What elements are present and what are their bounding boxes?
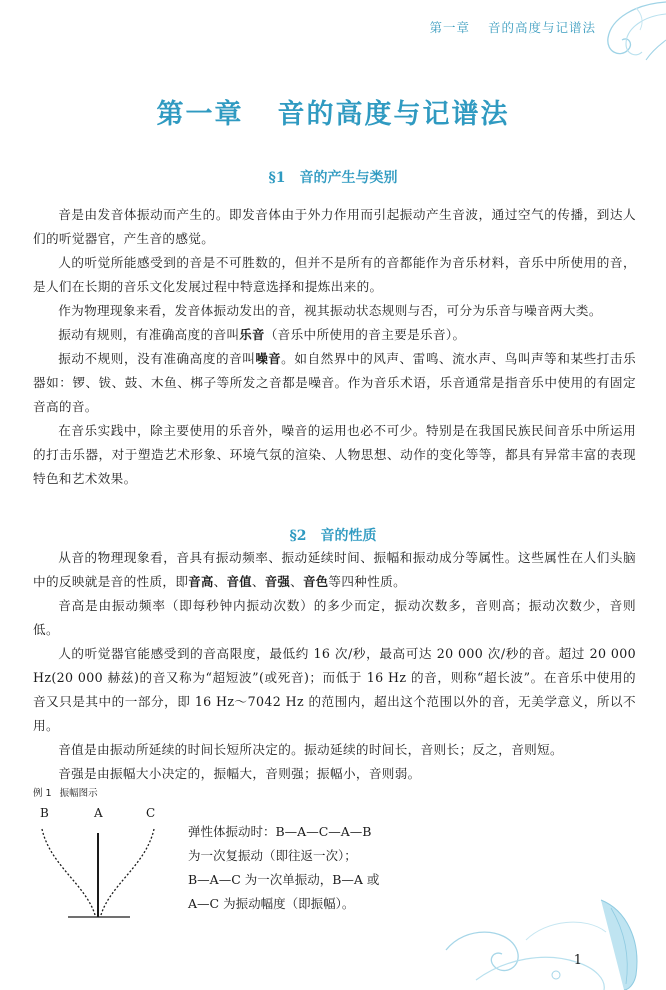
diagram-text-line: 弹性体振动时：B—A—C—A—B [188,824,372,839]
chapter-number: 第一章 [156,99,244,130]
section-2-title: 音的性质 [320,528,377,544]
diagram-label-a: A [94,806,103,820]
diagram-text-line: B—A—C 为一次单振动，B—A 或 [188,872,380,887]
paragraph: 振动有规则，有准确高度的音叫乐音（音乐中所使用的音主要是乐音）。 [58,327,466,342]
paragraph: 音值是由振动所延续的时间长短所决定的。振动延续的时间长，音则长；反之，音则短。 [58,742,563,757]
diagram-text-line: 为一次复振动（即往返一次）； [188,848,357,863]
term-timbre: 音色 [303,575,329,589]
corner-swirl-bottom-decoration [436,880,666,990]
running-header-chapter-name: 音的高度与记谱法 [487,20,596,35]
paragraph: 音是由发音体振动而产生的。即发音体由于外力作用而引起振动产生音波，通过空气的传播，到达人们的听觉器官，产生音的感觉。 [33,207,636,246]
paragraph: 在音乐实践中，除主要使用的乐音外，噪音的运用也必不可少。特别是在我国民族民间音乐中所运用的打击乐器，对于塑造艺术形象、环境气氛的渲染、人物思想、动作的变化等等，都具有异常丰富的表现特色和艺术效果。 [33,423,636,486]
section-2-body [33,546,636,786]
term-duration: 音值 [226,575,252,589]
paragraph: 人的听觉所能感受到的音是不可胜数的，但并不是所有的音都能作为音乐材料，音乐中所使用的音，是人们在长期的音乐文化发展过程中特意选择和提炼出来的。 [33,255,636,294]
diagram-string-right [101,829,154,915]
example-label [33,785,98,799]
diagram-label-c: C [146,806,156,820]
diagram-explanation [188,820,428,916]
page-number: 1 [573,953,582,968]
amplitude-diagram [28,805,178,925]
diagram-string-left [42,829,95,915]
diagram-text-line: A—C 为振动幅度（即振幅）。 [188,896,355,911]
section-1-heading [0,167,666,187]
section-1-body [33,203,636,491]
section-2-heading [0,525,666,545]
term-intensity: 音强 [264,575,291,589]
example-number: 例 1 [33,788,52,799]
section-1-title: 音的产生与类别 [299,170,398,186]
paragraph: 从音的物理现象看，音具有振动频率、振动延续时间、振幅和振动成分等属性。这些属性在人们头脑中的反映就是音的性质，即音高、音值、音强、音色等四种性质。 [33,550,636,589]
running-header [429,18,596,36]
chapter-title [0,92,666,131]
paragraph: 振动不规则，没有准确高度的音叫噪音。如自然界中的风声、雷鸣、流水声、鸟叫声等和某些打击乐器如：锣、钹、鼓、木鱼、梆子等所发之音都是噪音。作为音乐术语，乐音通常是指音乐中使用的有固定音高的音。 [33,351,637,414]
diagram-label-b: B [40,806,49,820]
paragraph: 作为物理现象来看，发音体振动发出的音，视其振动状态规则与否，可分为乐音与噪音两大类。 [58,303,602,318]
section-2-number: §2 [289,528,307,544]
paragraph: 人的听觉器官能感受到的音高限度，最低约 16 次/秒，最高可达 20 000 次/秒的音。超过 20 000 Hz(20 000 赫兹)的音又称为“超短波”(或死音)；而低于 16 Hz 的音，则称“超长波”。在音乐中使用的音又只是其中的一部分，即 16 Hz～7042 Hz 的范围内，超出这个范围以外的音，无美学意义，所以不用。 [33,646,636,733]
term-noise: 噪音 [255,352,282,366]
paragraph: 音强是由振幅大小决定的，振幅大，音则强；振幅小，音则弱。 [58,766,421,781]
chapter-name: 音的高度与记谱法 [277,99,510,130]
paragraph: 音高是由振动频率（即每秒钟内振动次数）的多少而定，振动次数多，音则高；振动次数少，音则低。 [33,598,636,637]
running-header-chapter-label: 第一章 [429,20,470,35]
term-pitch: 音高 [188,575,214,589]
example-caption: 振幅图示 [59,788,98,799]
term-musical-tone: 乐音 [239,328,265,342]
section-1-number: §1 [268,170,286,186]
